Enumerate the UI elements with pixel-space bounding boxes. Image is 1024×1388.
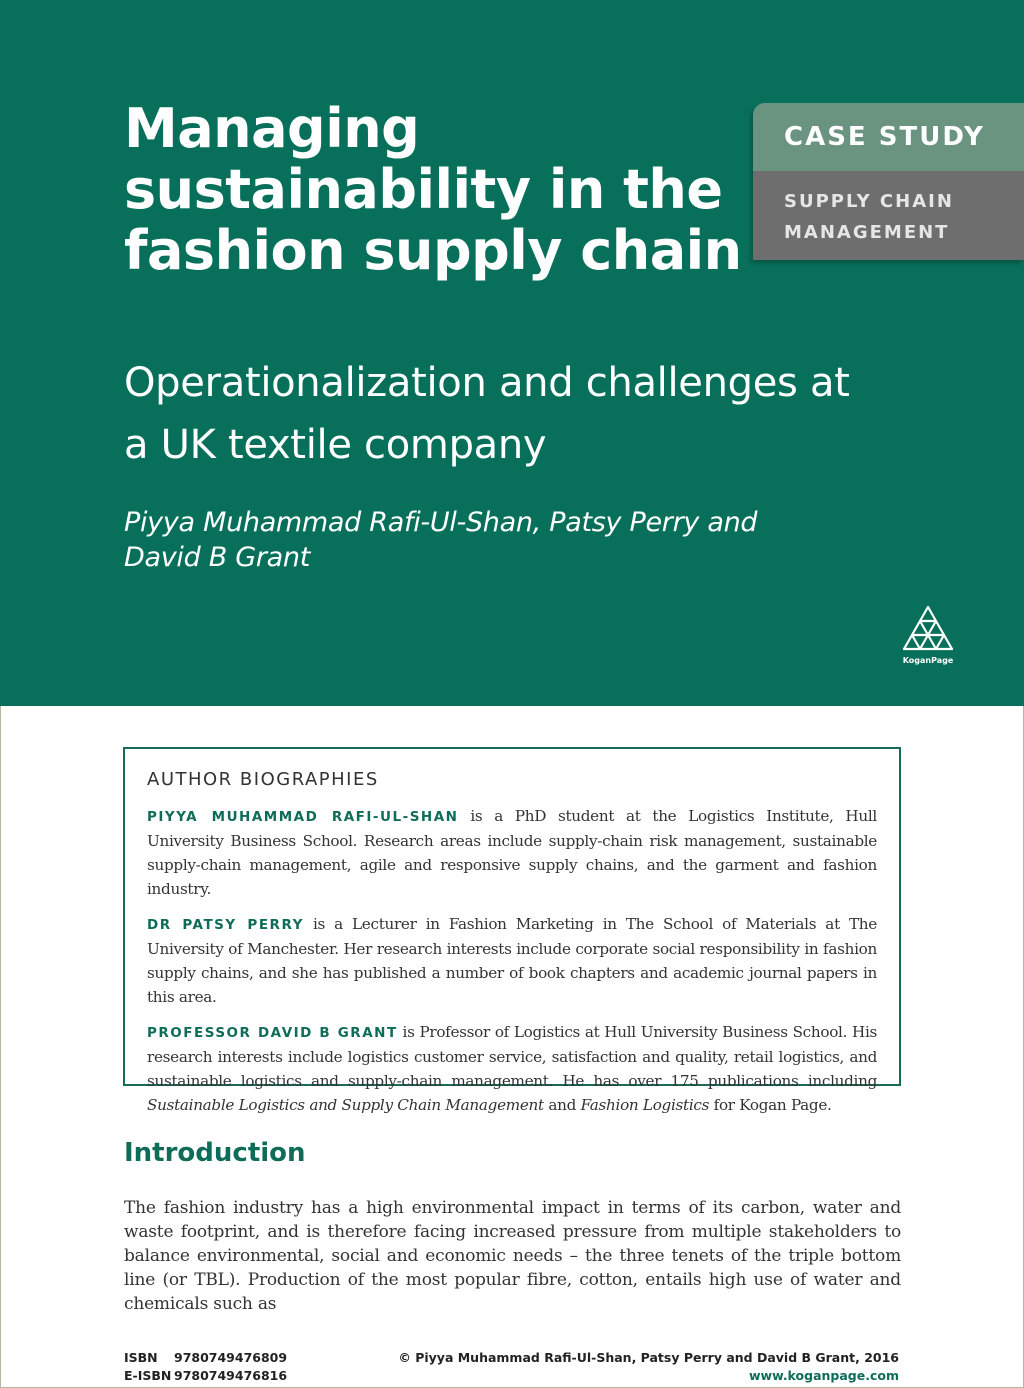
footer-isbn	[124, 1349, 287, 1385]
biographies-heading: AUTHOR BIOGRAPHIES	[147, 769, 379, 790]
bio-author-name: DR PATSY PERRY	[147, 917, 304, 933]
bio-text: is a PhD student at the Logistics Institute, Hull University Business School. Research areas include supply-chain risk management, sustainable supply-chain management, agile and responsive supply chains, and the garment and fashion industry.	[147, 807, 877, 898]
bio-text: is Professor of Logistics at Hull University Business School. His research interests include logistics customer service, satisfaction and quality, retail logistics, and sustainable logistics and supply-chain management. He has over 175 publications including	[147, 1023, 878, 1090]
bio-text: is a Lecturer in Fashion Marketing in The School of Materials at The University of Manchester. Her research interests include corporate social responsibility in fashion supply chains, and she has published a number of book chapters and academic journal papers in this area.	[147, 915, 877, 1006]
introduction-heading: Introduction	[124, 1138, 306, 1168]
kogan-page-triangle-logo-icon	[896, 604, 960, 656]
bio-entry	[147, 912, 877, 1009]
book-title: Sustainable Logistics and Supply Chain Management	[147, 1096, 544, 1114]
subtitle: Operationalization and challenges at a UK textile company	[124, 360, 850, 468]
eisbn-label: E-ISBN	[124, 1368, 172, 1383]
case-study-label: CASE STUDY	[753, 103, 1024, 171]
bio-text-joiner: and	[543, 1096, 581, 1114]
book-title: Fashion Logistics	[580, 1096, 710, 1114]
footer-copyright	[398, 1349, 899, 1385]
kogan-page-logo	[896, 604, 960, 668]
author-biographies-box	[123, 747, 901, 1114]
bio-entry	[147, 804, 877, 901]
introduction-text: The fashion industry has a high environmental impact in terms of its carbon, water and waste footprint, and is therefore facing increased pressure from multiple stakeholders to balance environmental, social and economic needs – the three tenets of the triple bottom line (or TBL). Production of the most popular fibre, cotton, entails high use of water and chemicals such as	[124, 1198, 901, 1314]
bio-entry	[147, 1020, 877, 1117]
bio-text-tail: for Kogan Page.	[709, 1096, 832, 1114]
isbn-value: 9780749476809	[174, 1350, 288, 1365]
case-study-tab	[753, 103, 1024, 260]
eisbn-value: 9780749476816	[174, 1368, 288, 1383]
authors: Piyya Muhammad Rafi-Ul-Shan, Patsy Perry and David B Grant	[124, 507, 758, 573]
title: Managing sustainability in the fashion supply chain	[124, 97, 742, 282]
bio-author-name: PIYYA MUHAMMAD RAFI-UL-SHAN	[147, 809, 459, 825]
bio-author-name: PROFESSOR DAVID B GRANT	[147, 1025, 398, 1041]
category-line-1: SUPPLY CHAIN	[784, 191, 954, 212]
logo-text: KoganPage	[902, 656, 954, 665]
case-study-category	[753, 171, 1024, 260]
publisher-url[interactable]: www.koganpage.com	[748, 1368, 899, 1383]
category-line-2: MANAGEMENT	[784, 222, 950, 243]
isbn-label: ISBN	[124, 1350, 158, 1365]
copyright-text: © Piyya Muhammad Rafi-Ul-Shan, Patsy Perry and David B Grant, 2016	[398, 1350, 899, 1365]
